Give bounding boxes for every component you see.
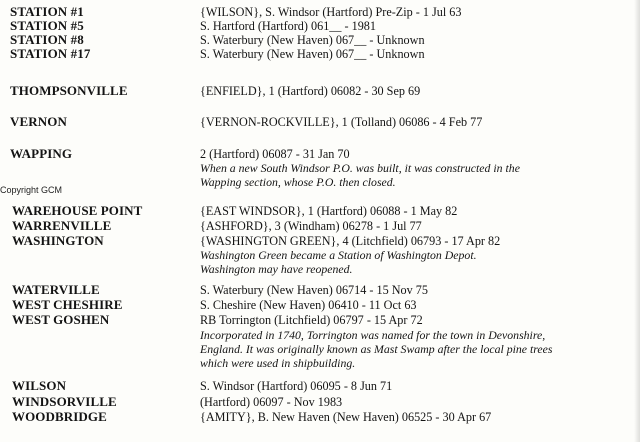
entry-name: WILSON xyxy=(12,378,67,393)
entry-name: WOODBRIDGE xyxy=(12,409,107,424)
entry-detail: S. Waterbury (New Haven) 067__ - Unknown xyxy=(200,47,425,61)
entry-name: STATION #5 xyxy=(10,18,84,33)
entry-detail: 2 (Hartford) 06087 - 31 Jan 70 xyxy=(200,147,350,161)
entry-name: WARRENVILLE xyxy=(12,218,112,233)
entry-note: Washington may have reopened. xyxy=(200,262,353,276)
entry-note: When a new South Windsor P.O. was built, it was constructed in the xyxy=(200,161,520,175)
entry-note: Incorporated in 1740, Torrington was named for the town in Devonshire, xyxy=(200,328,546,342)
entry-detail: {WILSON}, S. Windsor (Hartford) Pre-Zip - 1 Jul 63 xyxy=(200,5,462,19)
entry-detail: {ASHFORD}, 3 (Windham) 06278 - 1 Jul 77 xyxy=(200,219,422,233)
entry-detail: {ENFIELD}, 1 (Hartford) 06082 - 30 Sep 69 xyxy=(200,84,421,98)
entry-detail: S. Cheshire (New Haven) 06410 - 11 Oct 63 xyxy=(200,298,417,312)
entry-name: WAREHOUSE POINT xyxy=(12,203,143,218)
entry-note: Washington Green became a Station of Washington Depot. xyxy=(200,248,477,262)
entry-detail: {EAST WINDSOR}, 1 (Hartford) 06088 - 1 May 82 xyxy=(200,204,458,218)
page-edge-shadow xyxy=(634,0,640,442)
entry-detail: S. Hartford (Hartford) 061__ - 1981 xyxy=(200,19,376,33)
entry-name: WATERVILLE xyxy=(12,282,100,297)
entry-name: WASHINGTON xyxy=(12,233,104,248)
entry-name: WINDSORVILLE xyxy=(12,394,117,409)
entry-name: WEST GOSHEN xyxy=(12,312,110,327)
entry-note: Wapping section, whose P.O. then closed. xyxy=(200,175,396,189)
entry-detail: {AMITY}, B. New Haven (New Haven) 06525 - 30 Apr 67 xyxy=(200,410,492,424)
entry-name: STATION #17 xyxy=(10,46,91,61)
entry-detail: {VERNON-ROCKVILLE}, 1 (Tolland) 06086 - 4 Feb 77 xyxy=(200,115,483,129)
entry-note: England. It was originally known as Mast Swamp after the local pine trees xyxy=(200,342,553,356)
entry-name: VERNON xyxy=(10,114,67,129)
entry-detail: RB Torrington (Litchfield) 06797 - 15 Apr 72 xyxy=(200,313,423,327)
entry-name: THOMPSONVILLE xyxy=(10,83,128,98)
entry-name: STATION #1 xyxy=(10,4,84,19)
entry-note: which were used in shipbuilding. xyxy=(200,356,356,370)
entry-detail: {WASHINGTON GREEN}, 4 (Litchfield) 06793 - 17 Apr 82 xyxy=(200,234,501,248)
entry-name: STATION #8 xyxy=(10,32,84,47)
entry-detail: S. Windsor (Hartford) 06095 - 8 Jun 71 xyxy=(200,379,393,393)
entry-detail: (Hartford) 06097 - Nov 1983 xyxy=(200,395,343,409)
copyright-watermark: Copyright GCM xyxy=(0,185,63,195)
entry-name: WAPPING xyxy=(10,146,73,161)
entry-detail: S. Waterbury (New Haven) 067__ - Unknown xyxy=(200,33,425,47)
entry-name: WEST CHESHIRE xyxy=(12,297,123,312)
entry-detail: S. Waterbury (New Haven) 06714 - 15 Nov 75 xyxy=(200,283,428,297)
